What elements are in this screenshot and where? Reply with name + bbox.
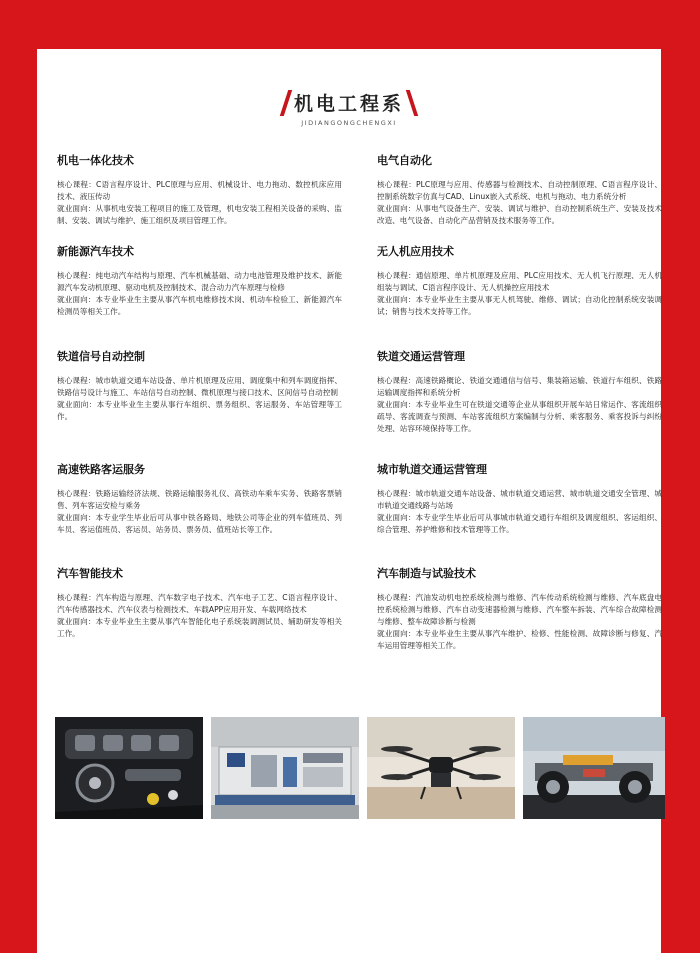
department-title: 机电工程系 [293,93,404,115]
career-direction: 就业面向：从事电气设备生产、安装、调试与维护、自动控制系统生产、安装及技术改造、电气设备、自动化产品营销及技术服务等工作。 [377,204,662,225]
core-courses: 核心课程：铁路运输经济法规、铁路运输服务礼仪、高铁动车乘车实务、铁路客票销售、列车客运安检与乘务 [57,489,342,510]
program-title: 铁道信号自动控制 [57,350,145,363]
engine-photo [55,717,203,819]
program-new-energy-vehicle [57,244,342,318]
program-mechatronics [57,153,342,227]
core-courses: 核心课程：汽油发动机电控系统检测与维修、汽车传动系统检测与维修、汽车底盘电控系统检测与维修、汽车自动变速器检测与维修、汽车整车拆装、汽车综合故障检测与维修、整车故障诊断与检测 [377,593,662,626]
program-title: 汽车智能技术 [57,567,123,580]
drone-photo [367,717,515,819]
program-title: 汽车制造与试验技术 [377,567,476,580]
brochure-page [37,49,661,953]
program-urban-rail-operation [377,462,662,536]
core-courses: 核心课程：高速铁路概论、铁道交通通信与信号、集装箱运输、铁道行车组织、铁路运输调度指挥和系统分析 [377,376,662,397]
program-title: 城市轨道交通运营管理 [377,463,487,476]
career-direction: 就业面向：本专业毕业生主要从事汽车维护、检修、性能检测、故障诊断与修复、汽车运用管理等相关工作。 [377,629,662,650]
right-slash-decoration [406,90,418,116]
core-courses: 核心课程：C语言程序设计、PLC原理与应用、机械设计、电力拖动、数控机床应用技术、液压传动 [57,180,342,201]
program-title: 铁道交通运营管理 [377,350,465,363]
career-direction: 就业面向：本专业学生毕业后可从事中铁各路局、地铁公司等企业的列车值班员、列车员、客运值班员、客运员、站务员、票务员、值班站长等工作。 [57,513,342,534]
program-title: 电气自动化 [377,154,432,167]
program-title: 无人机应用技术 [377,245,454,258]
career-direction: 就业面向：本专业毕业生主要从事汽车智能化电子系统装调测试员、辅助研发等相关工作。 [57,617,342,638]
program-drone-application [377,244,662,318]
program-title: 机电一体化技术 [57,154,134,167]
car-chassis-photo [523,717,665,819]
program-railway-operation [377,349,662,435]
program-railway-signal [57,349,342,423]
program-title: 新能源汽车技术 [57,245,134,258]
career-direction: 就业面向：本专业毕业生主要从事行车组织、票务组织、客运服务、车站管理等工作。 [57,400,342,421]
core-courses: 核心课程：纯电动汽车结构与原理、汽车机械基础、动力电池管理及维护技术、新能源汽车发动机原理、驱动电机及控制技术、混合动力汽车原理与检修 [57,271,342,292]
program-intelligent-vehicle [57,566,342,640]
program-electrical-automation [377,153,662,227]
core-courses: 核心课程：通信原理、单片机原理及应用、PLC应用技术、无人机飞行原理、无人机组装与调试、C语言程序设计、无人机操控应用技术 [377,271,662,292]
department-subtitle: JIDIANGONGCHENGXI [301,119,397,127]
core-courses: 核心课程：汽车构造与原理、汽车数字电子技术、汽车电子工艺、C语言程序设计、汽车传感器技术、汽车仪表与检测技术、车载APP应用开发、车载网络技术 [57,593,342,614]
core-courses: 核心课程：PLC原理与应用、传感器与检测技术、自动控制原理、C语言程序设计、控制系统数字仿真与CAD、Linux嵌入式系统、电机与拖动、电力系统分析 [377,180,662,201]
program-high-speed-rail-service [57,462,342,536]
career-direction: 就业面向：本专业毕业生可在铁道交通等企业从事组织开展车站日常运作、客流组织疏导、客流调查与预测、车站客流组织方案编制与分析、乘客服务、乘客投诉与纠纷处理、站容环境保持等工作。 [377,400,662,433]
program-vehicle-manufacturing-testing [377,566,662,652]
career-direction: 就业面向：本专业学生毕业后可从事城市轨道交通行车组织及调度组织、客运组织、综合管理、养护维修和技术管理等工作。 [377,513,662,534]
career-direction: 就业面向：本专业毕业生主要从事无人机驾驶、维修、调试；自动化控制系统安装调试；销售与技术支持等工作。 [377,295,662,316]
left-slash-decoration [280,90,292,116]
career-direction: 就业面向：从事机电安装工程项目的施工及管理，机电安装工程相关设备的采购、监制、安装、调试与维护、施工组织及项目管理工作。 [57,204,342,225]
career-direction: 就业面向：本专业毕业生主要从事汽车机电维修技术岗、机动车检验工、新能源汽车检测员等相关工作。 [57,295,342,316]
core-courses: 核心课程：城市轨道交通车站设备、城市轨道交通运营、城市轨道交通安全管理、城市轨道交通线路与站场 [377,489,662,510]
core-courses: 核心课程：城市轨道交通车站设备、单片机原理及应用、调度集中和列车调度指挥、铁路信号设计与施工、车站信号自动控制、微机原理与接口技术、区间信号自动控制 [57,376,342,397]
photo-strip [55,717,665,819]
program-title: 高速铁路客运服务 [57,463,145,476]
department-header [37,89,661,127]
training-lab-photo [211,717,359,819]
